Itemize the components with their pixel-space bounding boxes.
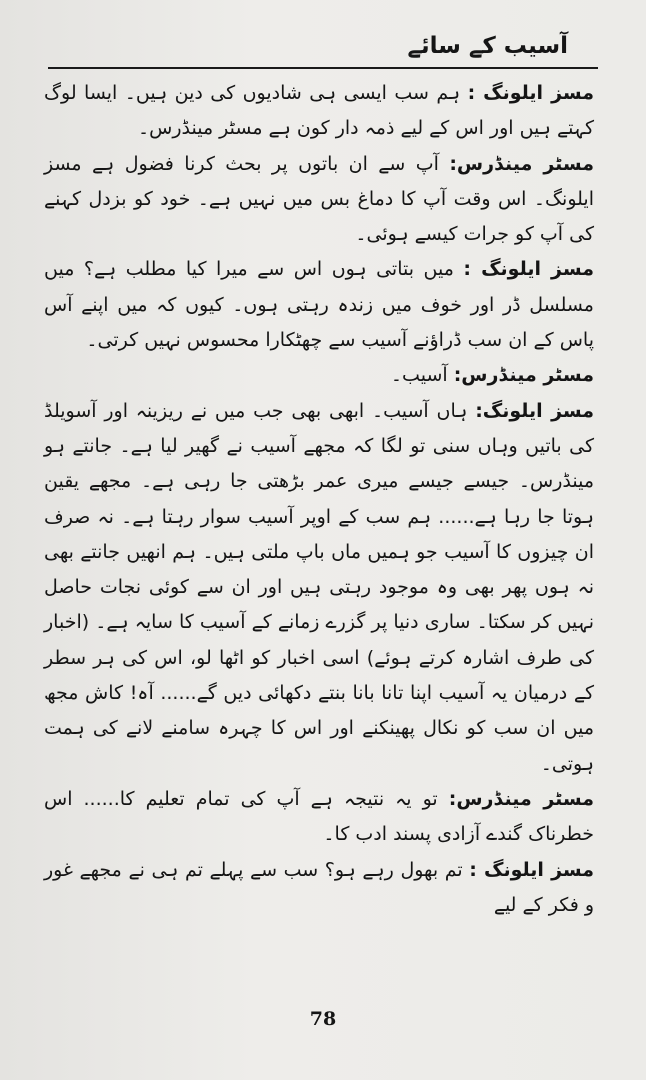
speaker-label: مسز ایلونگ : [469,858,594,881]
dialogue-paragraph [44,76,594,147]
page-number: 78 [309,1008,337,1030]
dialogue-text: تو یہ نتیجہ ہے آپ کی تمام تعلیم کا...... اس خطرناک گندے آزادی پسند ادب کا۔ [44,787,594,846]
speaker-label: مسز ایلونگ : [467,82,594,104]
dialogue-body [44,76,594,923]
dialogue-paragraph [44,358,594,393]
dialogue-text: آسیب۔ [390,364,448,387]
dialogue-paragraph [44,252,594,358]
speaker-label: مسز ایلونگ : [463,258,594,281]
dialogue-text: میں بتاتی ہوں اس سے میرا کیا مطلب ہے؟ میں مسلسل ڈر اور خوف میں زندہ رہتی ہوں۔ کیوں کہ میں اپنے آس پاس کے ان سب ڈراؤنے آسیب سے چھٹکارا محسوس نہیں کرتی۔ [44,258,594,352]
dialogue-paragraph [44,853,594,924]
dialogue-text: تم بھول رہے ہو؟ سب سے پہلے تم ہی نے مجھے غور و فکر کے لیے [44,858,594,916]
speaker-label: مسز ایلونگ: [475,399,594,422]
header-rule [48,67,598,69]
dialogue-text: آپ سے ان باتوں پر بحث کرنا فضول ہے مسز ایلونگ۔ اس وقت آپ کا دماغ بس میں نہیں ہے۔ خود کو بزدل کہنے کی آپ کو جرات کیسے ہوئی۔ [44,152,594,246]
speaker-label: مسٹر مینڈرس: [449,152,594,175]
dialogue-paragraph [44,147,594,253]
speaker-label: مسٹر مینڈرس: [448,787,594,810]
running-title: آسیب کے سائے [407,33,568,59]
dialogue-paragraph [44,394,594,782]
speaker-label: مسٹر مینڈرس: [453,364,594,387]
dialogue-paragraph [44,782,594,853]
dialogue-text: ہم سب ایسی ہی شادیوں کی دین ہیں۔ ایسا لوگ کہتے ہیں اور اس کے لیے ذمہ دار کون ہے مسٹر مینڈرس۔ [44,82,594,140]
dialogue-text: ہاں آسیب۔ ابھی بھی جب میں نے ریزینہ اور آسویلڈ کی باتیں وہاں سنی تو لگا کہ مجھے آسیب نے گھیر لیا ہے۔ جانتے ہو مینڈرس۔ جیسے جیسے میری عمر بڑھتی جا رہی ہے۔ مجھے یقین ہوتا جا رہا ہے...... ہم سب کے اوپر آسیب سوار رہتا ہے۔ نہ صرف ان چیزوں کا آسیب جو ہمیں ماں باپ ملتی ہیں۔ ہم انھیں جانتے بھی نہ ہوں پھر بھی وہ موجود رہتی ہیں اور ان سے کوئی نجات حاصل نہیں کر سکتا۔ ساری دنیا پر گزرے زمانے کے آسیب کا سایہ ہے۔ (اخبار کی طرف اشارہ کرتے ہوئے) اسی اخبار کو اٹھا لو، اس کی ہر سطر کے درمیان یہ آسیب اپنا تانا بانا بنتے دکھائی دیں گے...... آہ! کاش مجھ میں ان سب کو نکال پھینکنے اور اس کا چہرہ سامنے لانے کی ہمت ہوتی۔ [44,399,594,775]
